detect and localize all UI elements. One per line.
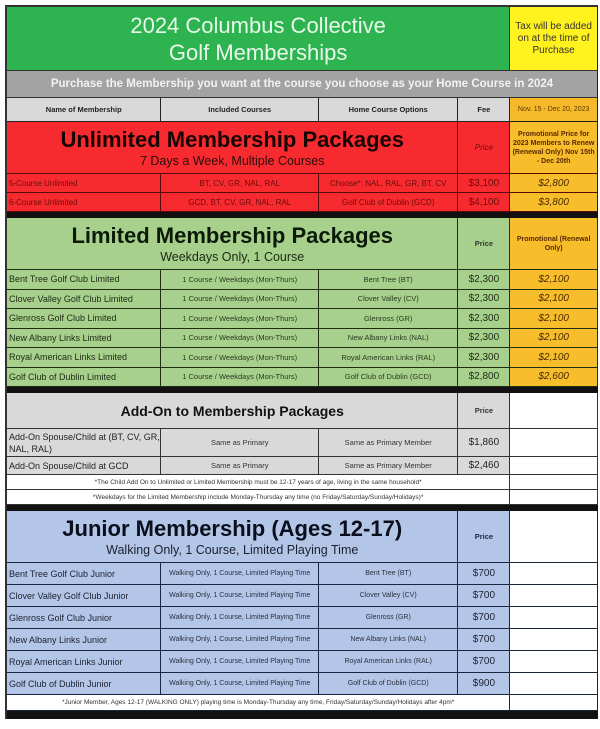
price-label: Price (458, 511, 510, 563)
table-row (7, 585, 598, 607)
fee: $2,300 (458, 348, 510, 368)
section-header-row (7, 122, 598, 174)
promo-price: $2,800 (510, 174, 598, 193)
fee: $2,800 (458, 368, 510, 388)
fee: $900 (458, 673, 510, 695)
home-course: New Albany Links (NAL) (319, 329, 459, 349)
home-course: Golf Club of Dublin (GCD) (319, 368, 459, 388)
home-course: Bent Tree (BT) (319, 563, 459, 585)
section-subtitle: Walking Only, 1 Course, Limited Playing Time (106, 542, 359, 557)
empty-cell (510, 457, 598, 475)
fee: $700 (458, 651, 510, 673)
promo-price: $2,100 (510, 290, 598, 310)
home-course: Clover Valley (CV) (319, 585, 459, 607)
home-course: Golf Club of Dublin (GCD) (319, 673, 459, 695)
empty-cell (510, 629, 598, 651)
promo-price: $2,100 (510, 309, 598, 329)
col-header-name: Name of Membership (7, 98, 161, 122)
included-courses: Same as Primary (161, 457, 318, 475)
included-courses: Walking Only, 1 Course, Limited Playing Time (161, 563, 318, 585)
fee: $700 (458, 607, 510, 629)
home-course: Glenross (GR) (319, 309, 459, 329)
table-row (7, 270, 598, 290)
fee: $3,100 (458, 174, 510, 193)
unlimited-section (5, 122, 598, 212)
table-row (7, 193, 598, 212)
section-title: Add-On to Membership Packages (7, 393, 458, 429)
included-courses: Walking Only, 1 Course, Limited Playing Time (161, 629, 318, 651)
promo-price: $2,600 (510, 368, 598, 388)
section-heading (7, 511, 458, 563)
included-courses: Walking Only, 1 Course, Limited Playing Time (161, 585, 318, 607)
home-course: Bent Tree (BT) (319, 270, 459, 290)
section-title: Unlimited Membership Packages (60, 126, 404, 152)
included-courses: 1 Course / Weekdays (Mon-Thurs) (161, 348, 318, 368)
empty-cell (510, 490, 598, 505)
fee: $700 (458, 629, 510, 651)
tax-note: Tax will be added on at the time of Purchase (510, 7, 598, 71)
table-row (7, 651, 598, 673)
included-courses: 1 Course / Weekdays (Mon-Thurs) (161, 290, 318, 310)
table-row (7, 174, 598, 193)
membership-name: Royal American Links Limited (7, 348, 161, 368)
membership-name: New Albany Links Junior (7, 629, 161, 651)
table-row (7, 309, 598, 329)
included-courses: 1 Course / Weekdays (Mon-Thurs) (161, 270, 318, 290)
empty-cell (510, 475, 598, 490)
membership-name: Royal American Links Junior (7, 651, 161, 673)
empty-cell (510, 563, 598, 585)
col-header-fee: Fee (458, 98, 510, 122)
membership-name: Bent Tree Golf Club Limited (7, 270, 161, 290)
promo-price: $3,800 (510, 193, 598, 212)
empty-cell (510, 585, 598, 607)
price-label: Price (458, 218, 510, 270)
table-row (7, 368, 598, 388)
empty-cell (510, 695, 598, 711)
section-title: Junior Membership (Ages 12-17) (62, 515, 403, 541)
included-courses: Walking Only, 1 Course, Limited Playing Time (161, 607, 318, 629)
table-row (7, 329, 598, 349)
section-title: Limited Membership Packages (71, 222, 393, 248)
home-course: Choose*: NAL, RAL, GR, BT, CV (319, 174, 459, 193)
note-row (7, 695, 598, 711)
membership-name: New Albany Links Limited (7, 329, 161, 349)
fee: $2,300 (458, 270, 510, 290)
table-row (7, 429, 598, 457)
included-courses: 1 Course / Weekdays (Mon-Thurs) (161, 309, 318, 329)
section-subtitle: 7 Days a Week, Multiple Courses (139, 153, 325, 168)
note-row (7, 475, 598, 490)
section-heading (7, 122, 458, 174)
limited-section (5, 218, 598, 387)
home-course: Clover Valley (CV) (319, 290, 459, 310)
table-row (7, 563, 598, 585)
included-courses: Walking Only, 1 Course, Limited Playing Time (161, 651, 318, 673)
table-row (7, 629, 598, 651)
table-row (7, 607, 598, 629)
home-course: Same as Primary Member (319, 457, 459, 475)
fee: $700 (458, 563, 510, 585)
col-header-included: Included Courses (161, 98, 318, 122)
included-courses: GCD, BT, CV, GR, NAL, RAL (161, 193, 318, 212)
home-course: Royal American Links (RAL) (319, 651, 459, 673)
home-course: New Albany Links (NAL) (319, 629, 459, 651)
title-row (5, 5, 598, 71)
col-header-home: Home Course Options (319, 98, 459, 122)
included-courses: Walking Only, 1 Course, Limited Playing Time (161, 673, 318, 695)
empty-cell (510, 429, 598, 457)
title-line-1: 2024 Columbus Collective (130, 12, 386, 38)
membership-name: Clover Valley Golf Club Limited (7, 290, 161, 310)
fee: $2,300 (458, 290, 510, 310)
home-course: Glenross (GR) (319, 607, 459, 629)
child-addon-note: *The Child Add On to Unlimited or Limited Membership must be 12-17 years of age, living in the same household* (7, 475, 510, 490)
home-course: Same as Primary Member (319, 429, 459, 457)
fee: $2,460 (458, 457, 510, 475)
home-course: Royal American Links (RAL) (319, 348, 459, 368)
empty-cell (510, 511, 598, 563)
bottom-border (5, 711, 598, 719)
fee: $1,860 (458, 429, 510, 457)
price-label: Price (458, 393, 510, 429)
table-row (7, 290, 598, 310)
empty-cell (510, 607, 598, 629)
membership-name: Golf Club of Dublin Limited (7, 368, 161, 388)
empty-cell (510, 651, 598, 673)
promo-label: Promotional (Renewal Only) (510, 218, 598, 270)
section-header-row (7, 511, 598, 563)
price-label: Price (458, 122, 510, 174)
promo-price: $2,100 (510, 270, 598, 290)
included-courses: Same as Primary (161, 429, 318, 457)
junior-section (5, 511, 598, 711)
included-courses: BT, CV, GR, NAL, RAL (161, 174, 318, 193)
fee: $2,300 (458, 329, 510, 349)
section-heading (7, 218, 458, 270)
included-courses: 1 Course / Weekdays (Mon-Thurs) (161, 329, 318, 349)
fee: $700 (458, 585, 510, 607)
membership-name: Clover Valley Golf Club Junior (7, 585, 161, 607)
table-row (7, 457, 598, 475)
fee: $2,300 (458, 309, 510, 329)
section-header-row (7, 218, 598, 270)
membership-name: 5-Course Unlimited (7, 174, 161, 193)
promo-price: $2,100 (510, 348, 598, 368)
promo-label: Promotional Price for 2023 Members to Renew (Renewal Only) Nov 15th - Dec 20th (510, 122, 598, 174)
weekdays-note: *Weekdays for the Limited Membership include Monday-Thursday any time (no Friday/Saturday/Sunday/Holidays)* (7, 490, 510, 505)
instruction-banner: Purchase the Membership you want at the course you choose as your Home Course in 2024 (5, 71, 598, 98)
page-title (7, 7, 510, 71)
junior-playing-time-note: *Junior Member, Ages 12-17 (WALKING ONLY) playing time is Monday-Thursday any time, Friday/Saturday/Sunday/Holidays after 4pm* (7, 695, 510, 711)
addon-section (5, 393, 598, 505)
membership-price-sheet (5, 5, 598, 719)
table-row (7, 348, 598, 368)
table-row (7, 673, 598, 695)
section-subtitle: Weekdays Only, 1 Course (160, 249, 305, 264)
membership-name: Add-On Spouse/Child at (BT, CV, GR, NAL, RAL) (7, 429, 161, 457)
title-line-2: Golf Memberships (168, 39, 348, 65)
membership-name: Bent Tree Golf Club Junior (7, 563, 161, 585)
membership-name: Glenross Golf Club Limited (7, 309, 161, 329)
home-course: Golf Club of Dublin (GCD) (319, 193, 459, 212)
note-row (7, 490, 598, 505)
membership-name: Glenross Golf Club Junior (7, 607, 161, 629)
promo-price: $2,100 (510, 329, 598, 349)
fee: $4,100 (458, 193, 510, 212)
membership-name: Add-On Spouse/Child at GCD (7, 457, 161, 475)
empty-cell (510, 673, 598, 695)
empty-cell (510, 393, 598, 429)
membership-name: 6-Course Unlimited (7, 193, 161, 212)
membership-name: Golf Club of Dublin Junior (7, 673, 161, 695)
section-header-row (7, 393, 598, 429)
column-header-row (5, 98, 598, 122)
included-courses: 1 Course / Weekdays (Mon-Thurs) (161, 368, 318, 388)
col-header-promo-dates: Nov. 15 - Dec 20, 2023 (510, 98, 598, 122)
